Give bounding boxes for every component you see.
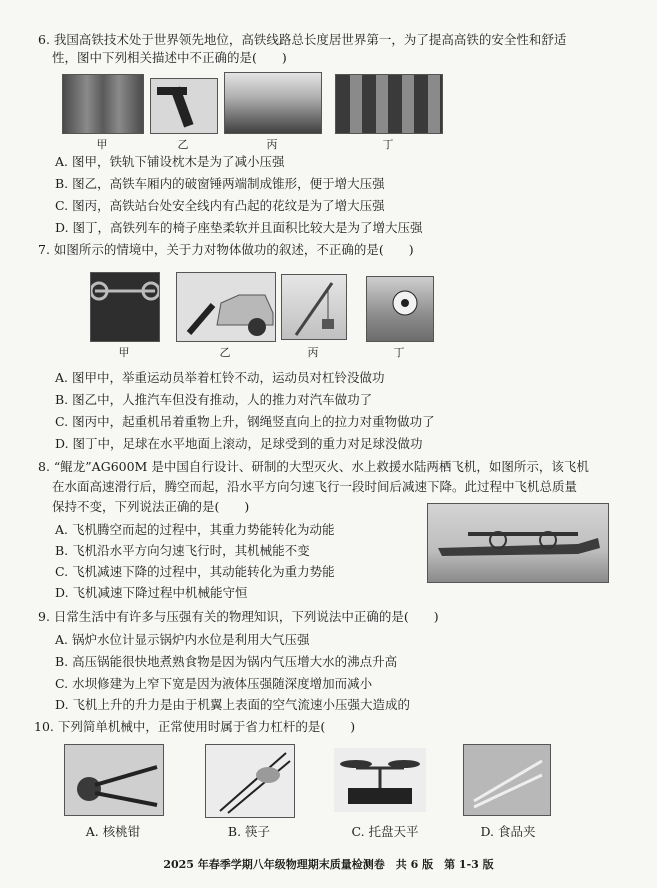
q9-option-d: D. 飞机上升的升力是由于机翼上表面的空气流速小压强大造成的	[55, 697, 411, 712]
q8-stem-line3: 保持不变，下列说法正确的是( )	[52, 499, 250, 514]
q10-photo-nutcracker	[64, 744, 164, 816]
q6-photo-rail-sleepers	[62, 74, 144, 134]
q6-option-b: B. 图乙，高铁车厢内的破窗锤两端制成锥形，便于增大压强	[55, 176, 385, 191]
q6-caption-yi: 乙	[177, 138, 189, 151]
q10-photo-food-tongs	[463, 744, 551, 816]
q6-photo-platform-line	[224, 72, 322, 134]
q6-stem-line2: 性，图中下列相关描述中不正确的是( )	[52, 50, 287, 65]
q10-caption-d: D. 食品夹	[480, 824, 536, 839]
q8-option-d: D. 飞机减速下降过程中机械能守恒	[55, 585, 248, 600]
q8-option-a: A. 飞机腾空而起的过程中，其重力势能转化为动能	[55, 522, 335, 537]
q7-photo-push-car	[176, 272, 276, 342]
q7-photo-football	[366, 276, 434, 342]
q10-caption-b: B. 筷子	[227, 824, 271, 839]
q8-stem-line1: 8. “鲲龙”AG600M 是中国自行设计、研制的大型灭火、水上救援水陆两栖飞机，如图所示，该飞机	[38, 459, 589, 474]
q6-option-d: D. 图丁，高铁列车的椅子座垫柔软并且面积比较大是为了增大压强	[55, 220, 423, 235]
q7-option-c: C. 图丙中，起重机吊着重物上升，钢绳竖直向上的拉力对重物做功了	[55, 414, 435, 429]
q10-caption-a: A. 核桃钳	[85, 824, 141, 839]
q6-caption-ding: 丁	[382, 138, 394, 151]
q6-option-a: A. 图甲，铁轨下铺设枕木是为了减小压强	[55, 154, 285, 169]
q7-option-b: B. 图乙中，人推汽车但没有推动，人的推力对汽车做功了	[55, 392, 373, 407]
q9-option-a: A. 锅炉水位计显示锅炉内水位是利用大气压强	[55, 632, 310, 647]
q6-stem-line1: 6. 我国高铁技术处于世界领先地位，高铁线路总长度居世界第一，为了提高高铁的安全性和舒适	[38, 32, 567, 47]
q9-option-b: B. 高压锅能很快地煮熟食物是因为锅内气压增大水的沸点升高	[55, 654, 398, 669]
q10-stem: 10. 下列简单机械中，正常使用时属于省力杠杆的是( )	[34, 719, 356, 734]
q7-option-a: A. 图甲中，举重运动员举着杠铃不动，运动员对杠铃没做功	[55, 370, 385, 385]
q7-photo-weightlifter	[90, 272, 160, 342]
q7-option-d: D. 图丁中，足球在水平地面上滚动，足球受到的重力对足球没做功	[55, 436, 423, 451]
q7-caption-bing: 丙	[307, 346, 319, 359]
q7-stem: 7. 如图所示的情境中，关于力对物体做功的叙述，不正确的是( )	[38, 242, 414, 257]
q9-option-c: C. 水坝修建为上窄下宽是因为液体压强随深度增加而减小	[55, 676, 373, 691]
q6-caption-bing: 丙	[266, 138, 278, 151]
q7-caption-jia: 甲	[118, 346, 130, 359]
q7-photo-crane	[281, 274, 347, 340]
q6-caption-jia: 甲	[96, 138, 108, 151]
q6-photo-train-seats	[335, 74, 443, 134]
page-footer: 2025 年春季学期八年级物理期末质量检测卷 共 6 版 第 1-3 版	[163, 858, 494, 871]
q7-caption-yi: 乙	[219, 346, 231, 359]
q8-option-b: B. 飞机沿水平方向匀速飞行时，其机械能不变	[55, 543, 310, 558]
q7-caption-ding: 丁	[393, 346, 405, 359]
q10-photo-chopsticks	[205, 744, 295, 818]
q8-option-c: C. 飞机减速下降的过程中，其动能转化为重力势能	[55, 564, 335, 579]
q8-stem-line2: 在水面高速滑行后，腾空而起，沿水平方向匀速飞行一段时间后减速下降。此过程中飞机总质量	[52, 479, 578, 494]
q6-photo-window-hammer	[150, 78, 218, 134]
q6-option-c: C. 图丙，高铁站台处安全线内有凸起的花纹是为了增大压强	[55, 198, 385, 213]
q10-photo-balance-scale	[334, 748, 426, 812]
q8-photo-ag600m-aircraft	[427, 503, 609, 583]
q9-stem: 9. 日常生活中有许多与压强有关的物理知识，下列说法中正确的是( )	[38, 609, 439, 624]
q10-caption-c: C. 托盘天平	[351, 824, 419, 839]
